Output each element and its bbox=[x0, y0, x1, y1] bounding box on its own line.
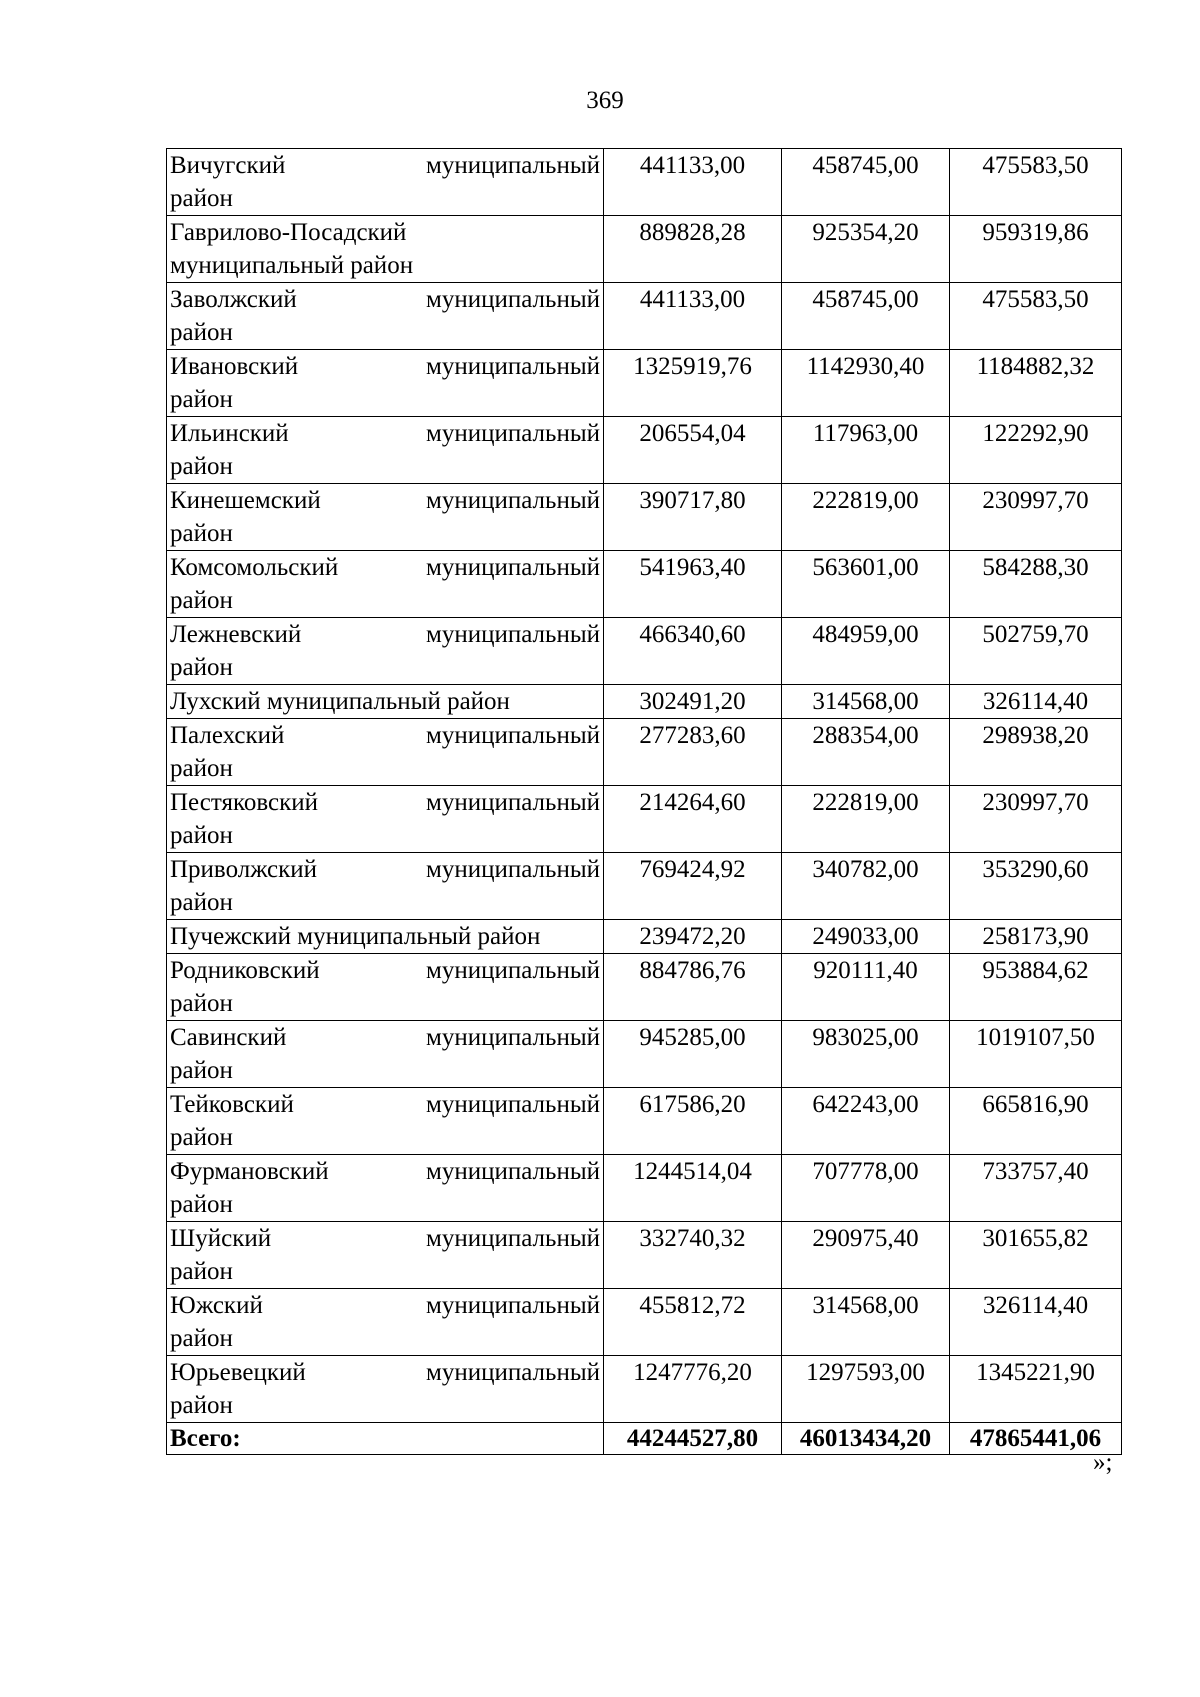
district-name-cell bbox=[167, 484, 604, 551]
district-name-word: Ивановский bbox=[170, 353, 299, 380]
table-row bbox=[167, 920, 1122, 954]
district-name-line bbox=[170, 350, 600, 383]
value-cell-1: 239472,20 bbox=[604, 920, 782, 954]
value-cell-1: 390717,80 bbox=[604, 484, 782, 551]
value-cell-1: 214264,60 bbox=[604, 786, 782, 853]
district-name-word: муниципальный bbox=[426, 420, 600, 447]
district-name-line bbox=[170, 551, 600, 584]
district-name-word: муниципальный bbox=[426, 152, 600, 179]
value-cell-2: 642243,00 bbox=[782, 1088, 950, 1155]
district-name-cell bbox=[167, 1356, 604, 1423]
value-cell-3: 502759,70 bbox=[950, 618, 1122, 685]
district-name-word: муниципальный bbox=[426, 621, 600, 648]
district-name-line: Гаврилово-Посадский bbox=[170, 219, 407, 246]
value-cell-2: 290975,40 bbox=[782, 1222, 950, 1289]
value-cell-1: 441133,00 bbox=[604, 149, 782, 216]
district-name-line bbox=[170, 853, 600, 886]
district-name-cell bbox=[167, 618, 604, 685]
table-row bbox=[167, 1289, 1122, 1356]
district-name-word: район bbox=[170, 587, 233, 614]
district-name-line bbox=[170, 1356, 600, 1389]
table-row bbox=[167, 216, 1122, 283]
district-name-word: Палехский bbox=[170, 722, 285, 749]
value-cell-3: 230997,70 bbox=[950, 484, 1122, 551]
table-body bbox=[167, 149, 1122, 1455]
table-row bbox=[167, 719, 1122, 786]
district-name-cell bbox=[167, 350, 604, 417]
table-row bbox=[167, 1088, 1122, 1155]
district-name-word: район bbox=[170, 319, 233, 346]
district-name-word: Кинешемский bbox=[170, 487, 321, 514]
district-name-word: Заволжский bbox=[170, 286, 297, 313]
district-name-line bbox=[170, 1155, 600, 1188]
district-name-word: Приволжский bbox=[170, 856, 318, 883]
value-cell-1: 889828,28 bbox=[604, 216, 782, 283]
district-name-word: муниципальный bbox=[426, 1225, 600, 1252]
district-name-cell bbox=[167, 1088, 604, 1155]
district-name-word: район bbox=[170, 1124, 233, 1151]
district-name-word: Пестяковский bbox=[170, 789, 318, 816]
table-row bbox=[167, 350, 1122, 417]
district-name-word: муниципальный bbox=[426, 487, 600, 514]
district-name-line bbox=[170, 149, 600, 182]
value-cell-2: 484959,00 bbox=[782, 618, 950, 685]
total-value-1: 44244527,80 bbox=[604, 1423, 782, 1455]
value-cell-3: 298938,20 bbox=[950, 719, 1122, 786]
district-name-line bbox=[170, 417, 600, 450]
value-cell-2: 563601,00 bbox=[782, 551, 950, 618]
value-cell-2: 707778,00 bbox=[782, 1155, 950, 1222]
table-row bbox=[167, 417, 1122, 484]
district-name-cell bbox=[167, 920, 604, 954]
value-cell-3: 584288,30 bbox=[950, 551, 1122, 618]
district-name-word: район bbox=[170, 520, 233, 547]
value-cell-1: 1325919,76 bbox=[604, 350, 782, 417]
district-name-word: Савинский bbox=[170, 1024, 287, 1051]
district-name: Пучежский муниципальный район bbox=[170, 923, 541, 950]
total-value-2: 46013434,20 bbox=[782, 1423, 950, 1455]
value-cell-2: 288354,00 bbox=[782, 719, 950, 786]
district-name-line: муниципальный район bbox=[170, 252, 414, 279]
value-cell-1: 541963,40 bbox=[604, 551, 782, 618]
district-name-word: район bbox=[170, 1325, 233, 1352]
value-cell-1: 466340,60 bbox=[604, 618, 782, 685]
district-name-word: район bbox=[170, 453, 233, 480]
district-name-cell bbox=[167, 283, 604, 350]
value-cell-1: 206554,04 bbox=[604, 417, 782, 484]
district-name-word: район bbox=[170, 822, 233, 849]
value-cell-3: 1019107,50 bbox=[950, 1021, 1122, 1088]
district-name-line bbox=[170, 1289, 600, 1322]
district-name-cell bbox=[167, 685, 604, 719]
district-name-word: муниципальный bbox=[426, 722, 600, 749]
table-row bbox=[167, 1021, 1122, 1088]
value-cell-3: 258173,90 bbox=[950, 920, 1122, 954]
total-row bbox=[167, 1423, 1122, 1455]
district-name-word: муниципальный bbox=[426, 353, 600, 380]
value-cell-3: 733757,40 bbox=[950, 1155, 1122, 1222]
page-number: 369 bbox=[586, 87, 624, 114]
total-value-3: 47865441,06 bbox=[950, 1423, 1122, 1455]
district-name-word: район bbox=[170, 1258, 233, 1285]
value-cell-2: 458745,00 bbox=[782, 283, 950, 350]
district-name-word: муниципальный bbox=[426, 957, 600, 984]
value-cell-2: 925354,20 bbox=[782, 216, 950, 283]
district-name-cell bbox=[167, 1222, 604, 1289]
value-cell-2: 117963,00 bbox=[782, 417, 950, 484]
value-cell-1: 1244514,04 bbox=[604, 1155, 782, 1222]
value-cell-2: 458745,00 bbox=[782, 149, 950, 216]
value-cell-2: 222819,00 bbox=[782, 786, 950, 853]
district-name-word: муниципальный bbox=[426, 1359, 600, 1386]
district-name: Лухский муниципальный район bbox=[170, 688, 510, 715]
value-cell-2: 1297593,00 bbox=[782, 1356, 950, 1423]
district-name-line bbox=[170, 618, 600, 651]
district-name-cell bbox=[167, 954, 604, 1021]
district-name-word: район bbox=[170, 654, 233, 681]
value-cell-2: 314568,00 bbox=[782, 1289, 950, 1356]
value-cell-3: 959319,86 bbox=[950, 216, 1122, 283]
value-cell-1: 441133,00 bbox=[604, 283, 782, 350]
table-row bbox=[167, 786, 1122, 853]
district-name-word: муниципальный bbox=[426, 856, 600, 883]
district-name-word: Южский bbox=[170, 1292, 263, 1319]
district-name-word: Комсомольский bbox=[170, 554, 339, 581]
value-cell-1: 302491,20 bbox=[604, 685, 782, 719]
value-cell-3: 326114,40 bbox=[950, 685, 1122, 719]
district-name-cell bbox=[167, 1289, 604, 1356]
district-name-word: Тейковский bbox=[170, 1091, 294, 1118]
district-name-word: район bbox=[170, 990, 233, 1017]
table-row bbox=[167, 685, 1122, 719]
closing-quote-mark: »; bbox=[1093, 1449, 1113, 1476]
district-name-word: Лежневский bbox=[170, 621, 302, 648]
district-name-cell bbox=[167, 417, 604, 484]
value-cell-2: 983025,00 bbox=[782, 1021, 950, 1088]
district-name-cell bbox=[167, 1155, 604, 1222]
district-name-cell bbox=[167, 853, 604, 920]
value-cell-3: 953884,62 bbox=[950, 954, 1122, 1021]
value-cell-3: 475583,50 bbox=[950, 149, 1122, 216]
district-name-cell bbox=[167, 1021, 604, 1088]
district-name-word: район bbox=[170, 386, 233, 413]
district-name-line bbox=[170, 1021, 600, 1054]
table-row bbox=[167, 149, 1122, 216]
district-name-line bbox=[170, 1222, 600, 1255]
total-label: Всего: bbox=[167, 1423, 604, 1455]
value-cell-3: 665816,90 bbox=[950, 1088, 1122, 1155]
table-row bbox=[167, 618, 1122, 685]
value-cell-3: 122292,90 bbox=[950, 417, 1122, 484]
district-name-word: муниципальный bbox=[426, 789, 600, 816]
district-name-word: муниципальный bbox=[426, 1091, 600, 1118]
value-cell-3: 230997,70 bbox=[950, 786, 1122, 853]
value-cell-1: 884786,76 bbox=[604, 954, 782, 1021]
value-cell-2: 249033,00 bbox=[782, 920, 950, 954]
district-name-word: Вичугский bbox=[170, 152, 286, 179]
value-cell-1: 769424,92 bbox=[604, 853, 782, 920]
municipal-district-table bbox=[166, 148, 1122, 1455]
value-cell-3: 326114,40 bbox=[950, 1289, 1122, 1356]
value-cell-1: 1247776,20 bbox=[604, 1356, 782, 1423]
table-row bbox=[167, 853, 1122, 920]
value-cell-3: 1184882,32 bbox=[950, 350, 1122, 417]
district-name-word: муниципальный bbox=[426, 1158, 600, 1185]
district-name-cell bbox=[167, 149, 604, 216]
value-cell-3: 1345221,90 bbox=[950, 1356, 1122, 1423]
district-name-word: муниципальный bbox=[426, 1024, 600, 1051]
district-name-word: район bbox=[170, 1191, 233, 1218]
district-name-line bbox=[170, 283, 600, 316]
district-name-word: муниципальный bbox=[426, 1292, 600, 1319]
district-name-cell bbox=[167, 719, 604, 786]
district-name-line bbox=[170, 719, 600, 752]
district-name-line bbox=[170, 1088, 600, 1121]
value-cell-1: 332740,32 bbox=[604, 1222, 782, 1289]
district-name-word: муниципальный bbox=[426, 554, 600, 581]
value-cell-2: 1142930,40 bbox=[782, 350, 950, 417]
value-cell-2: 222819,00 bbox=[782, 484, 950, 551]
table-row bbox=[167, 551, 1122, 618]
value-cell-3: 301655,82 bbox=[950, 1222, 1122, 1289]
district-name-word: район bbox=[170, 889, 233, 916]
district-name-cell bbox=[167, 216, 604, 283]
district-name-cell bbox=[167, 786, 604, 853]
district-name-word: район bbox=[170, 1392, 233, 1419]
value-cell-1: 945285,00 bbox=[604, 1021, 782, 1088]
value-cell-1: 277283,60 bbox=[604, 719, 782, 786]
district-name-word: Юрьевецкий bbox=[170, 1359, 306, 1386]
table-row bbox=[167, 1155, 1122, 1222]
district-name-line bbox=[170, 484, 600, 517]
district-name-word: Родниковский bbox=[170, 957, 320, 984]
table-row bbox=[167, 1222, 1122, 1289]
value-cell-2: 340782,00 bbox=[782, 853, 950, 920]
value-cell-1: 455812,72 bbox=[604, 1289, 782, 1356]
district-name-word: район bbox=[170, 1057, 233, 1084]
district-name-word: район bbox=[170, 755, 233, 782]
district-name-word: Фурмановский bbox=[170, 1158, 329, 1185]
value-cell-3: 475583,50 bbox=[950, 283, 1122, 350]
value-cell-3: 353290,60 bbox=[950, 853, 1122, 920]
district-name-word: муниципальный bbox=[426, 286, 600, 313]
district-name-line bbox=[170, 786, 600, 819]
district-name-word: район bbox=[170, 185, 233, 212]
table-row bbox=[167, 484, 1122, 551]
table-row bbox=[167, 954, 1122, 1021]
value-cell-1: 617586,20 bbox=[604, 1088, 782, 1155]
table-row bbox=[167, 283, 1122, 350]
value-cell-2: 920111,40 bbox=[782, 954, 950, 1021]
district-name-line bbox=[170, 954, 600, 987]
district-name-word: Шуйский bbox=[170, 1225, 272, 1252]
district-name-word: Ильинский bbox=[170, 420, 289, 447]
table-row bbox=[167, 1356, 1122, 1423]
value-cell-2: 314568,00 bbox=[782, 685, 950, 719]
district-name-cell bbox=[167, 551, 604, 618]
